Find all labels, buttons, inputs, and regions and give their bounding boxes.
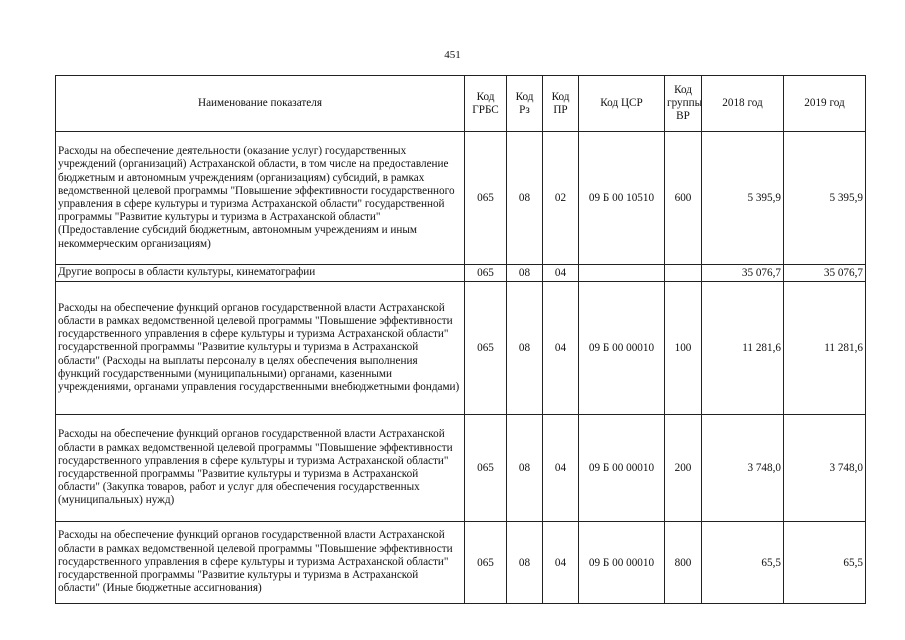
table-row <box>56 265 866 282</box>
row-name: Расходы на обеспечение функций органов государственной власти Астраханской области в рамках ведомственной целевой программы "Повышение эффективности государственного управления в сфере культуры и туризма Астраханской области" государственной программы "Развитие культуры и туризма в Астраханской области" (Иные бюджетные ассигнования) <box>56 522 465 604</box>
row-2018: 65,5 <box>702 522 784 604</box>
header-vr: Код группы ВР <box>665 76 702 132</box>
header-2019: 2019 год <box>784 76 866 132</box>
row-grbs: 065 <box>465 265 507 282</box>
row-name: Расходы на обеспечение функций органов государственной власти Астраханской области в рамках ведомственной целевой программы "Повышение эффективности государственного управления в сфере культуры и туризма Астраханской области" государственной программы "Развитие культуры и туризма в Астраханской области" (Закупка товаров, работ и услуг для обеспечения государственных (муниципальных) нужд) <box>56 415 465 522</box>
header-rz: Код Рз <box>507 76 543 132</box>
header-pr: Код ПР <box>543 76 579 132</box>
row-vr: 600 <box>665 132 702 265</box>
table-row <box>56 132 866 265</box>
row-rz: 08 <box>507 522 543 604</box>
header-csr: Код ЦСР <box>579 76 665 132</box>
row-pr: 04 <box>543 282 579 415</box>
budget-table <box>55 75 866 604</box>
row-rz: 08 <box>507 132 543 265</box>
table-row <box>56 415 866 522</box>
row-grbs: 065 <box>465 522 507 604</box>
row-rz: 08 <box>507 415 543 522</box>
row-2018: 3 748,0 <box>702 415 784 522</box>
row-vr <box>665 265 702 282</box>
row-vr: 800 <box>665 522 702 604</box>
row-2019: 35 076,7 <box>784 265 866 282</box>
row-pr: 04 <box>543 265 579 282</box>
row-name: Расходы на обеспечение деятельности (оказание услуг) государственных учреждений (организаций) Астраханской области, в том числе на предоставление бюджетным и автономным учреждениям (организациям) субсидий, в рамках ведомственной целевой программы "Повышение эффективности государственного управления в сфере культуры и туризма Астраханской области" государственной программы "Развитие культуры и туризма в Астраханской области" (Предоставление субсидий бюджетным, автономным учреждениям и иным некоммерческим организациям) <box>56 132 465 265</box>
row-2019: 65,5 <box>784 522 866 604</box>
row-grbs: 065 <box>465 132 507 265</box>
row-2018: 11 281,6 <box>702 282 784 415</box>
table-row <box>56 522 866 604</box>
row-rz: 08 <box>507 282 543 415</box>
row-2018: 5 395,9 <box>702 132 784 265</box>
header-name: Наименование показателя <box>56 76 465 132</box>
row-csr: 09 Б 00 10510 <box>579 132 665 265</box>
row-csr <box>579 265 665 282</box>
row-vr: 100 <box>665 282 702 415</box>
row-vr: 200 <box>665 415 702 522</box>
row-pr: 04 <box>543 522 579 604</box>
row-grbs: 065 <box>465 415 507 522</box>
row-2018: 35 076,7 <box>702 265 784 282</box>
page-number: 451 <box>444 49 461 61</box>
row-grbs: 065 <box>465 282 507 415</box>
row-pr: 04 <box>543 415 579 522</box>
table-header-row <box>56 76 866 132</box>
table-row <box>56 282 866 415</box>
row-2019: 3 748,0 <box>784 415 866 522</box>
row-rz: 08 <box>507 265 543 282</box>
row-name: Другие вопросы в области культуры, кинематографии <box>56 265 465 282</box>
row-csr: 09 Б 00 00010 <box>579 415 665 522</box>
row-pr: 02 <box>543 132 579 265</box>
row-csr: 09 Б 00 00010 <box>579 522 665 604</box>
row-2019: 11 281,6 <box>784 282 866 415</box>
header-2018: 2018 год <box>702 76 784 132</box>
row-name: Расходы на обеспечение функций органов государственной власти Астраханской области в рамках ведомственной целевой программы "Повышение эффективности государственного управления в сфере культуры и туризма Астраханской области" государственной программы "Развитие культуры и туризма в Астраханской области" (Расходы на выплаты персоналу в целях обеспечения выполнения функций государственными (муниципальными) органами, казенными учреждениями, органами управления государственными внебюджетными фондами) <box>56 282 465 415</box>
header-grbs: Код ГРБС <box>465 76 507 132</box>
row-csr: 09 Б 00 00010 <box>579 282 665 415</box>
row-2019: 5 395,9 <box>784 132 866 265</box>
